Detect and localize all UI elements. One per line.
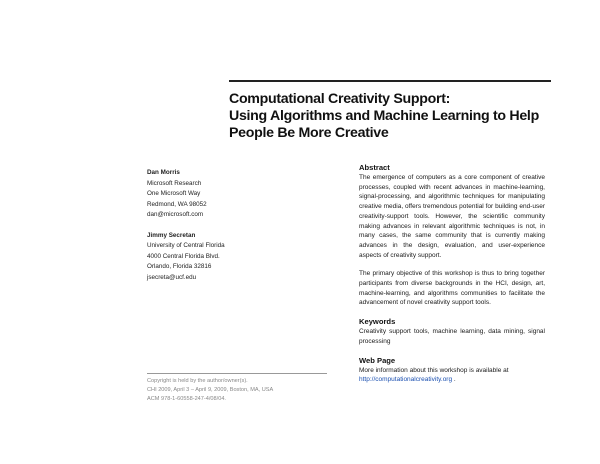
author-email: dan@microsoft.com bbox=[147, 211, 204, 218]
abstract-paragraph: The emergence of computers as a core component of creative processes, coupled with recent advances in machine-learning, signal-processing, and algorithmic techniques for manipulating creative media, offers tremendous potential for building end-user creativity-support tools. However, the scientific community making advances in relevant algorithmic techniques is not, in many cases, the same community that is currently making advances in the design, evaluation, and user-experience aspects of creativity support. bbox=[359, 174, 545, 259]
author-name: Dan Morris bbox=[147, 169, 180, 176]
title-line-2: Using Algorithms and Machine Learning to Help bbox=[229, 108, 539, 124]
author-column bbox=[147, 168, 327, 283]
abstract-paragraph: The primary objective of this workshop is thus to bring together participants from diverse backgrounds in the HCI, design, art, machine-learning, and algorithms communities to facilitate the advancement of novel creativity support tools. bbox=[359, 270, 545, 307]
webpage-link[interactable]: http://computationalcreativity.org bbox=[359, 376, 453, 384]
webpage-text: More information about this workshop is available at bbox=[359, 366, 509, 374]
copyright-line: Copyright is held by the author/owner(s). bbox=[147, 378, 248, 384]
author-affiliation: University of Central Florida bbox=[147, 242, 225, 249]
keywords-heading: Keywords bbox=[359, 317, 396, 327]
copyright-notice bbox=[147, 377, 337, 405]
body-column bbox=[359, 163, 545, 385]
abstract-heading: Abstract bbox=[359, 163, 390, 172]
title-line-3: People Be More Creative bbox=[229, 125, 389, 141]
title-rule bbox=[229, 80, 551, 82]
copyright-line: CHI 2009, April 3 – April 9, 2009, Boston, MA, USA bbox=[147, 387, 274, 394]
author-block bbox=[147, 231, 327, 284]
webpage-paragraph bbox=[359, 366, 545, 385]
copyright-line: ACM 978-1-60558-247-4/08/04. bbox=[147, 396, 226, 403]
author-address: 4000 Central Florida Blvd. bbox=[147, 252, 220, 260]
author-affiliation: Microsoft Research bbox=[147, 179, 202, 187]
keywords-text: Creativity support tools, machine learning, data mining, signal processing bbox=[359, 328, 545, 345]
title-line-1: Computational Creativity Support: bbox=[229, 91, 451, 107]
webpage-heading: Web Page bbox=[359, 355, 396, 365]
author-block bbox=[147, 168, 327, 221]
author-email: jsecreta@ucf.edu bbox=[147, 273, 197, 281]
author-address: Redmond, WA 98052 bbox=[147, 200, 207, 208]
author-address: One Microsoft Way bbox=[147, 190, 201, 197]
copyright-rule bbox=[147, 373, 327, 374]
webpage-suffix: . bbox=[452, 376, 456, 384]
paper-title bbox=[229, 91, 569, 142]
author-address: Orlando, Florida 32816 bbox=[147, 263, 212, 270]
author-name: Jimmy Secretan bbox=[147, 231, 196, 239]
